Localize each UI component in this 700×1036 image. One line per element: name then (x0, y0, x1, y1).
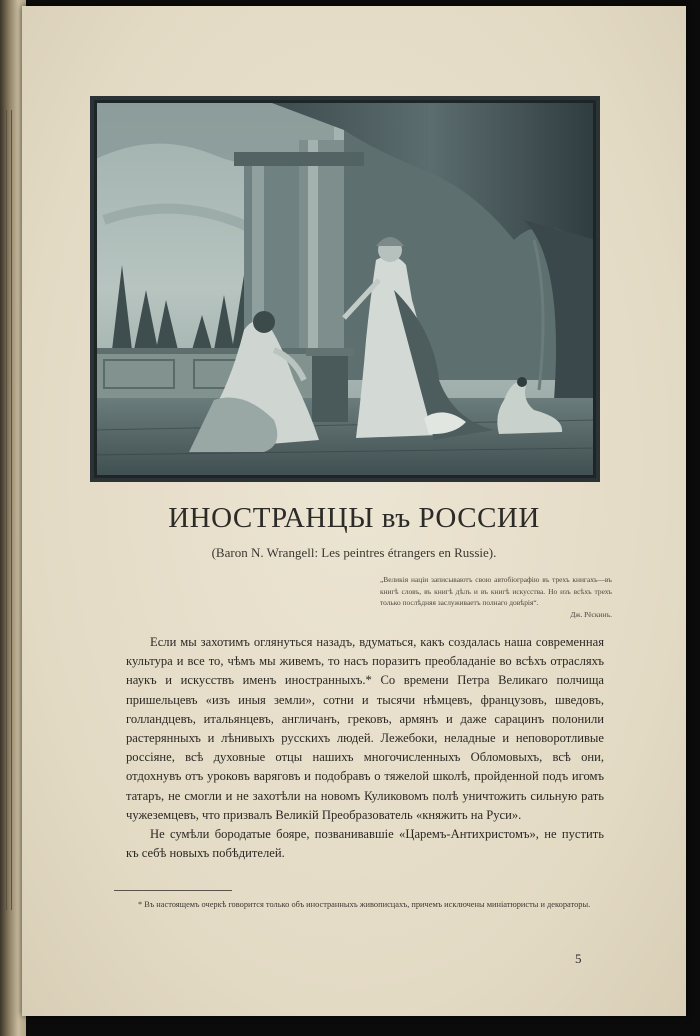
article-body (126, 633, 604, 863)
book-page (22, 6, 686, 1016)
page-number: 5 (575, 951, 582, 966)
paragraph: Если мы захотимъ оглянуться назадъ, вдуматься, какъ создалась наша современная культура и все то, чѣмъ мы живемъ, то насъ поразитъ преобладаніе во всѣхъ отрасляхъ наукъ и искусствъ именъ иностранныхъ.* Со времени Петра Великаго полчища пришельцевъ «изъ иныя земли», сотни и тысячи нѣмцевъ, французовъ, шведовъ, голландцевъ, итальянцевъ, англичанъ, грековъ, армянъ и даже сарацинъ полонили растерянныхъ и лѣнивыхъ русскихъ людей. Лежебоки, неладные и неповоротливые россіяне, всѣ духовные отцы нашихъ многочисленныхъ Обломовыхъ, всѣ они, отдохнувъ отъ уроковъ варяговъ и подобравъ о тяжелой школѣ, пройденной подъ игомъ татаръ, не смогли и не захотѣли на новомъ Куликовомъ полѣ уничтожить сильную рать чужеземцевъ, что призвалъ Великій Преобразователь «княжить на Руси». (126, 635, 604, 822)
paragraph: Не сумѣли бородатые бояре, позванивавшіе «Царемъ-Антихристомъ», не пустить къ себѣ новыхъ побѣдителей. (126, 827, 604, 861)
engraving-scene (94, 100, 596, 478)
epigraph-attribution: Дж. Рёскинъ. (570, 609, 612, 619)
footnote-rule (114, 890, 232, 891)
epigraph (380, 574, 612, 620)
spine-line (6, 110, 12, 910)
engraving-illustration (90, 96, 600, 482)
footnote: * Въ настоящемъ очеркѣ говорится только объ иностранныхъ живописцахъ, причемъ исключены миніатюристы и декораторы. (138, 900, 591, 909)
article-title: ИНОСТРАНЦЫ въ РОССИИ (168, 502, 540, 534)
article-subtitle: (Baron N. Wrangell: Les peintres étrangers en Russie). (211, 545, 497, 560)
epigraph-text: „Великія націи записываютъ свою автобіографію въ трехъ книгахъ—въ книгѣ словъ, въ книгѣ дѣлъ и въ книгѣ искусства. Но изъ всѣхъ трехъ только послѣдняя заслуживаетъ полнаго довѣрія“. (380, 575, 612, 608)
